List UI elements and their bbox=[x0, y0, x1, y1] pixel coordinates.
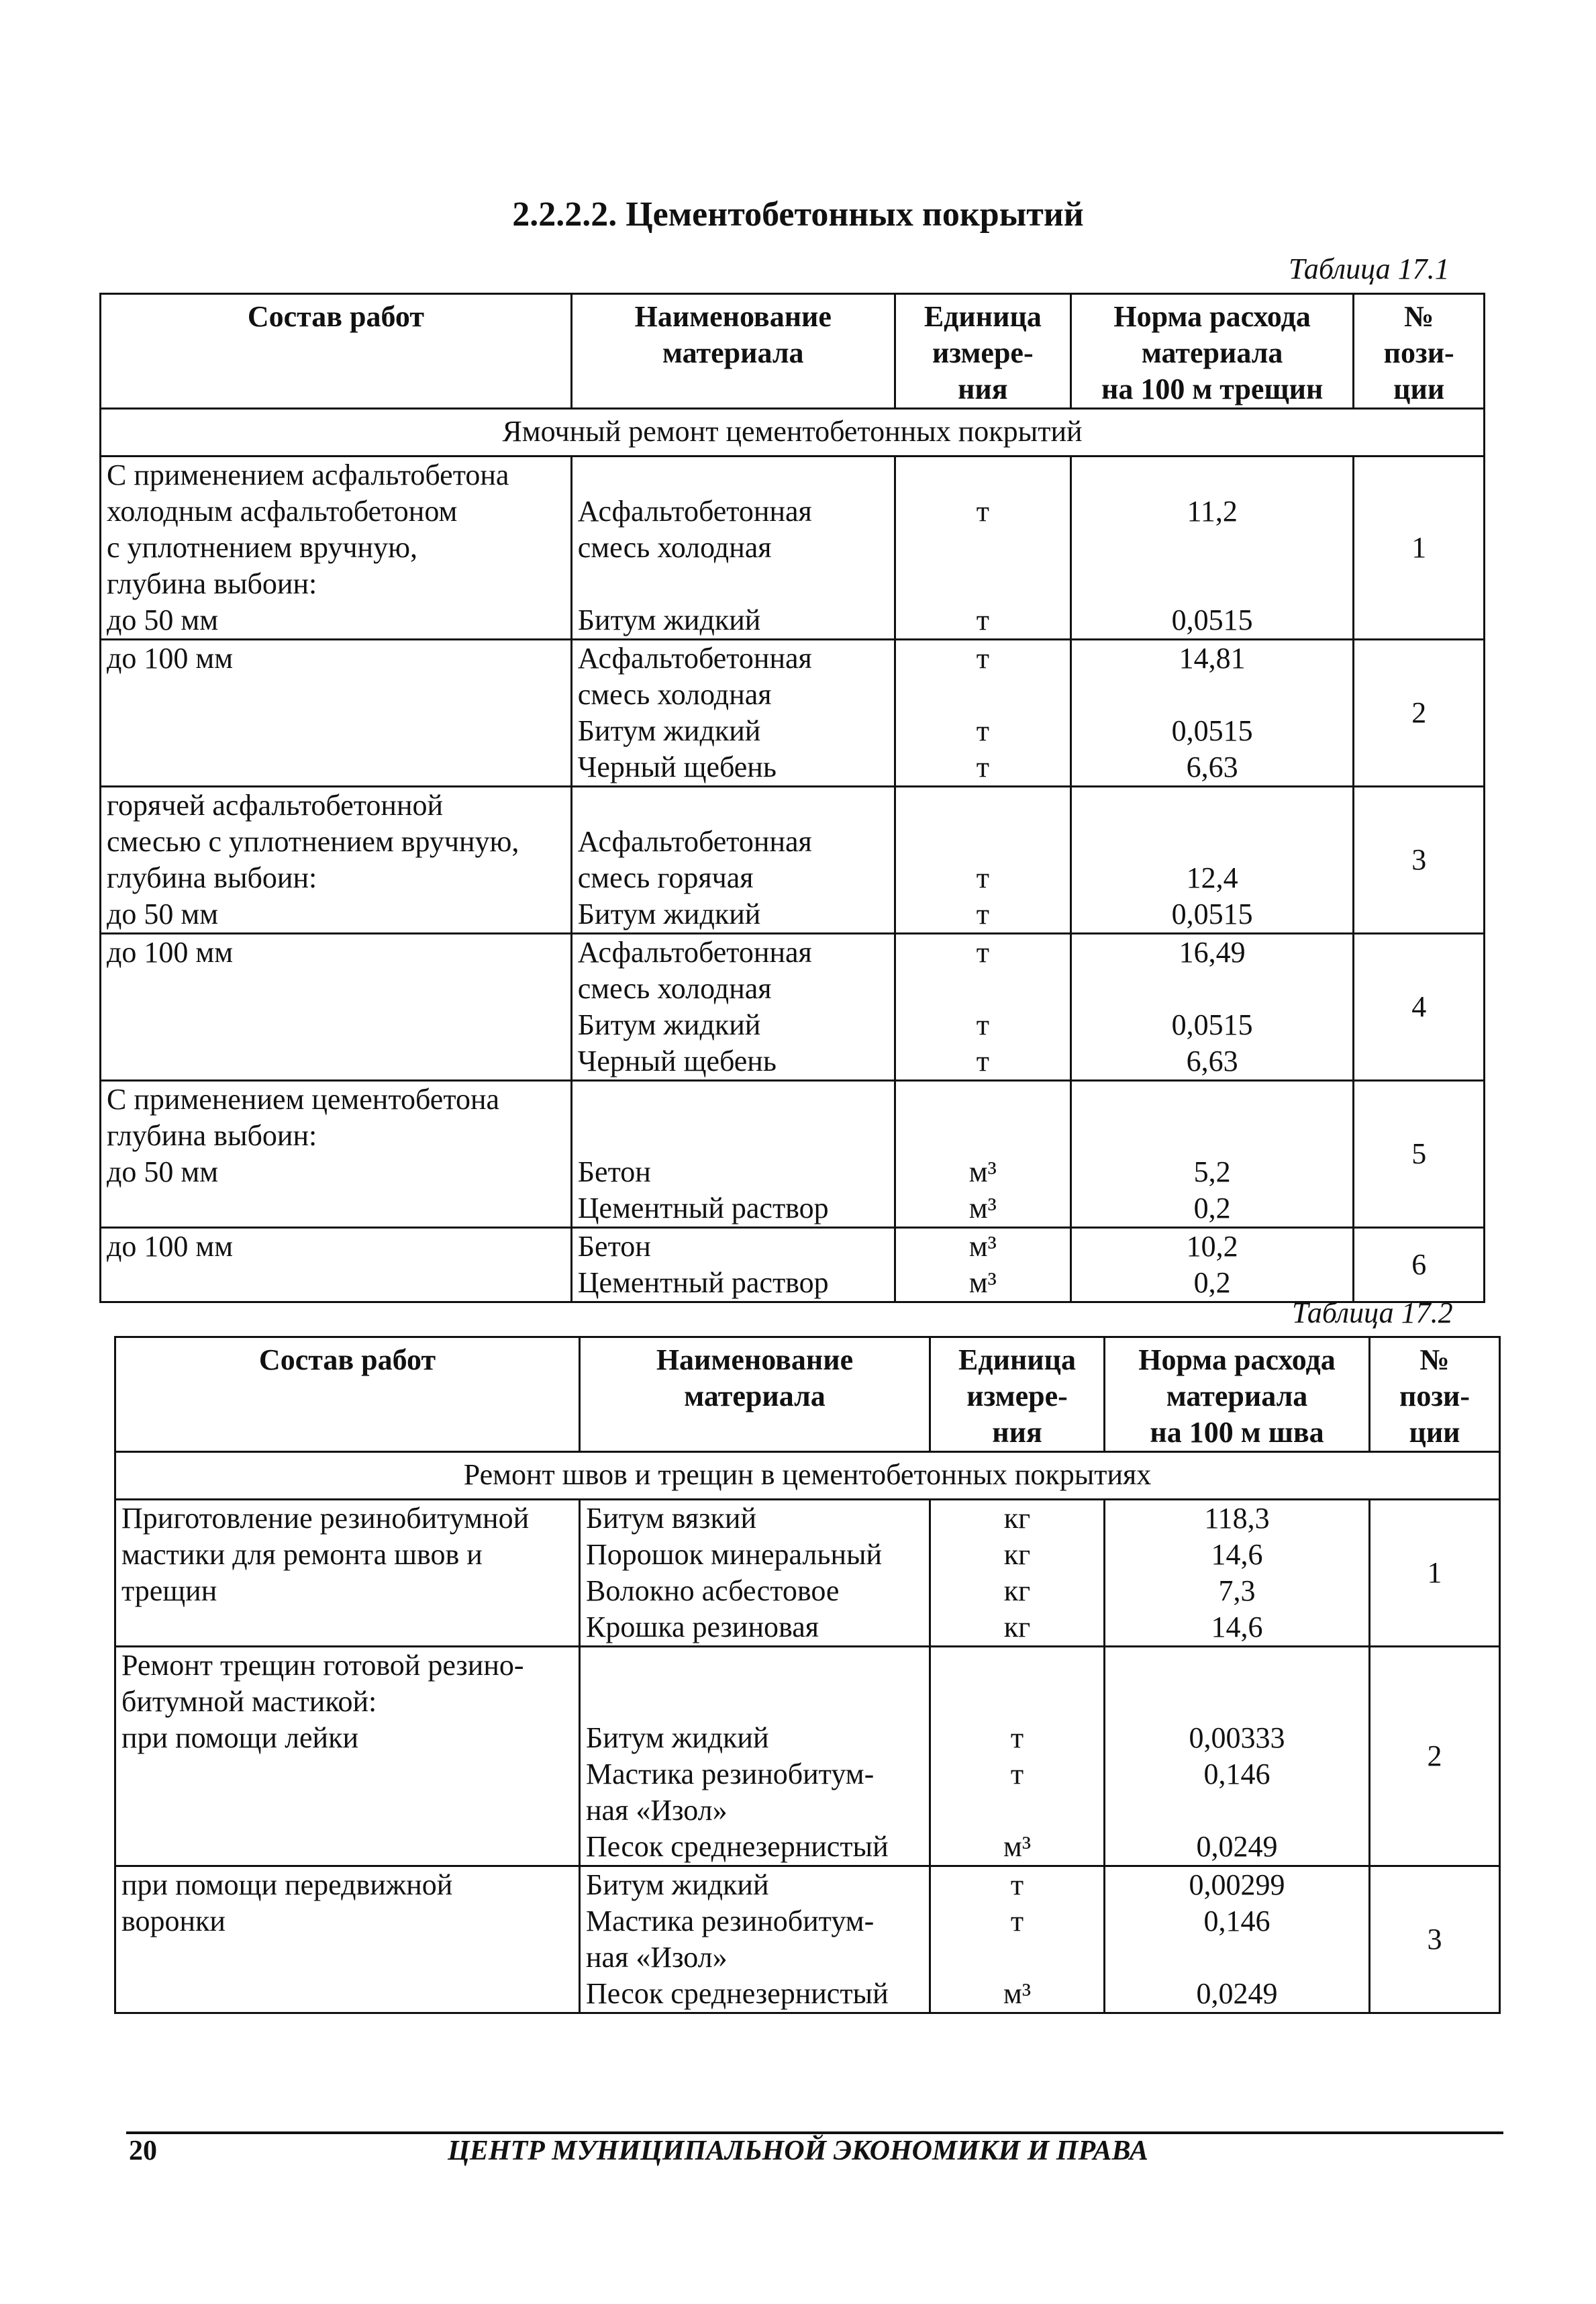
header-position: № пози- ции bbox=[1354, 294, 1485, 409]
norm-cell: 0,00333 0,146 0,0249 bbox=[1105, 1647, 1370, 1866]
table-row bbox=[101, 457, 1485, 640]
unit-cell: т т м³ bbox=[930, 1866, 1105, 2013]
table2-caption: Таблица 17.2 bbox=[1292, 1296, 1453, 1329]
table-row bbox=[101, 787, 1485, 934]
unit-cell: м³ м³ bbox=[895, 1228, 1070, 1302]
header-material: Наименование материала bbox=[580, 1337, 930, 1452]
header-norm: Норма расхода материала на 100 м шва bbox=[1105, 1337, 1370, 1452]
header-position: № пози- ции bbox=[1370, 1337, 1500, 1452]
norm-cell: 16,49 0,0515 6,63 bbox=[1070, 934, 1353, 1081]
material-cell: Асфальтобетонная смесь холодная Битум жидкий bbox=[571, 457, 895, 640]
unit-cell: т т м³ bbox=[930, 1647, 1105, 1866]
position-cell: 6 bbox=[1354, 1228, 1485, 1302]
norm-cell: 118,3 14,6 7,3 14,6 bbox=[1105, 1500, 1370, 1647]
section-row bbox=[115, 1452, 1500, 1500]
header-norm: Норма расхода материала на 100 м трещин bbox=[1070, 294, 1353, 409]
footer-rule bbox=[126, 2131, 1503, 2134]
material-cell: Битум вязкий Порошок минеральный Волокно асбестовое Крошка резиновая bbox=[580, 1500, 930, 1647]
work-cell: Ремонт трещин готовой резино- битумной мастикой: при помощи лейки bbox=[115, 1647, 580, 1866]
table-row bbox=[101, 934, 1485, 1081]
table-row bbox=[101, 640, 1485, 787]
table-row bbox=[101, 1081, 1485, 1228]
header-work: Состав работ bbox=[115, 1337, 580, 1452]
table-row bbox=[115, 1500, 1500, 1647]
header-unit: Единица измере- ния bbox=[895, 294, 1070, 409]
norm-cell: 12,4 0,0515 bbox=[1070, 787, 1353, 934]
section-heading: 2.2.2.2. Цементобетонных покрытий bbox=[512, 195, 1084, 234]
position-cell: 5 bbox=[1354, 1081, 1485, 1228]
material-cell: Асфальтобетонная смесь холодная Битум жидкий Черный щебень bbox=[571, 934, 895, 1081]
unit-cell: т т т bbox=[895, 934, 1070, 1081]
table-row bbox=[115, 1647, 1500, 1866]
position-cell: 3 bbox=[1370, 1866, 1500, 2013]
work-cell: С применением асфальтобетона холодным асфальтобетоном с уплотнением вручную, глубина выбоин: до 50 мм bbox=[101, 457, 572, 640]
unit-cell: т т т bbox=[895, 640, 1070, 787]
page-number: 20 bbox=[129, 2135, 157, 2166]
work-cell: при помощи передвижной воронки bbox=[115, 1866, 580, 2013]
section-title: Ямочный ремонт цементобетонных покрытий bbox=[101, 409, 1485, 457]
table1-caption: Таблица 17.1 bbox=[1289, 252, 1450, 285]
section-row bbox=[101, 409, 1485, 457]
norm-cell: 14,81 0,0515 6,63 bbox=[1070, 640, 1353, 787]
position-cell: 1 bbox=[1354, 457, 1485, 640]
work-cell: до 100 мм bbox=[101, 934, 572, 1081]
material-cell: Бетон Цементный раствор bbox=[571, 1228, 895, 1302]
work-cell: до 100 мм bbox=[101, 1228, 572, 1302]
position-cell: 1 bbox=[1370, 1500, 1500, 1647]
position-cell: 4 bbox=[1354, 934, 1485, 1081]
section-title: Ремонт швов и трещин в цементобетонных покрытиях bbox=[115, 1452, 1500, 1500]
unit-cell: т т bbox=[895, 457, 1070, 640]
header-unit: Единица измере- ния bbox=[930, 1337, 1105, 1452]
position-cell: 2 bbox=[1370, 1647, 1500, 1866]
header-material: Наименование материала bbox=[571, 294, 895, 409]
work-cell: до 100 мм bbox=[101, 640, 572, 787]
norm-cell: 5,2 0,2 bbox=[1070, 1081, 1353, 1228]
unit-cell: м³ м³ bbox=[895, 1081, 1070, 1228]
footer-text: ЦЕНТР МУНИЦИПАЛЬНОЙ ЭКОНОМИКИ И ПРАВА bbox=[448, 2135, 1148, 2166]
position-cell: 3 bbox=[1354, 787, 1485, 934]
header-work: Состав работ bbox=[101, 294, 572, 409]
table-row bbox=[101, 1228, 1485, 1302]
position-cell: 2 bbox=[1354, 640, 1485, 787]
unit-cell: т т bbox=[895, 787, 1070, 934]
material-cell: Асфальтобетонная смесь горячая Битум жидкий bbox=[571, 787, 895, 934]
material-cell: Асфальтобетонная смесь холодная Битум жидкий Черный щебень bbox=[571, 640, 895, 787]
material-cell: Бетон Цементный раствор bbox=[571, 1081, 895, 1228]
norm-cell: 0,00299 0,146 0,0249 bbox=[1105, 1866, 1370, 2013]
table-17-1 bbox=[99, 293, 1485, 1303]
work-cell: Приготовление резинобитумной мастики для ремонта швов и трещин bbox=[115, 1500, 580, 1647]
material-cell: Битум жидкий Мастика резинобитум- ная «Изол» Песок среднезернистый bbox=[580, 1866, 930, 2013]
table-17-2 bbox=[114, 1336, 1501, 2014]
unit-cell: кг кг кг кг bbox=[930, 1500, 1105, 1647]
table-row bbox=[115, 1866, 1500, 2013]
norm-cell: 10,2 0,2 bbox=[1070, 1228, 1353, 1302]
material-cell: Битум жидкий Мастика резинобитум- ная «Изол» Песок среднезернистый bbox=[580, 1647, 930, 1866]
work-cell: С применением цементобетона глубина выбоин: до 50 мм bbox=[101, 1081, 572, 1228]
work-cell: горячей асфальтобетонной смесью с уплотнением вручную, глубина выбоин: до 50 мм bbox=[101, 787, 572, 934]
norm-cell: 11,2 0,0515 bbox=[1070, 457, 1353, 640]
